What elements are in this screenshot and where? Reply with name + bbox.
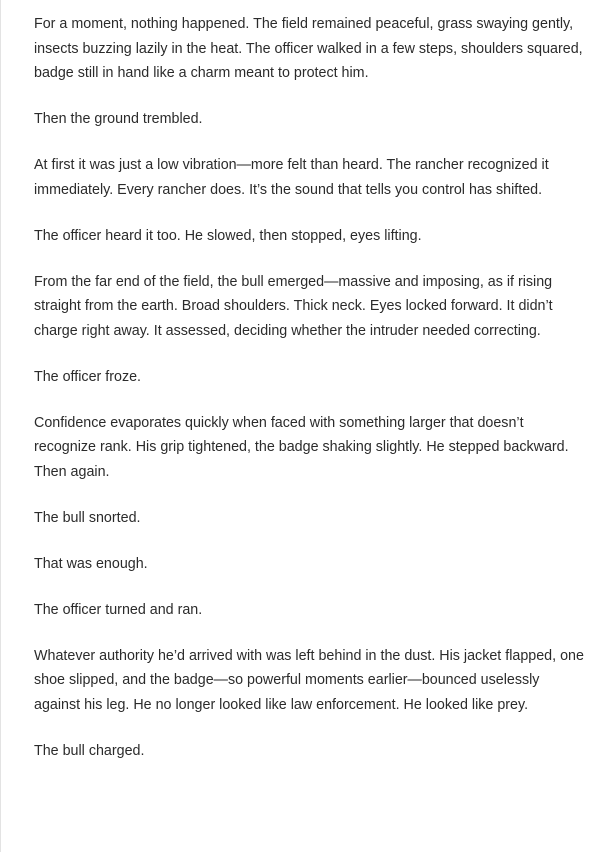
- article-body: [34, 12, 584, 785]
- paragraph: That was enough.: [34, 555, 148, 572]
- paragraph: Then the ground trembled.: [34, 111, 203, 127]
- paragraph: At first it was just a low vibration—more felt than heard. The rancher recognized it immediately. Every rancher does. It’s the sound that tells you control has shifted.: [34, 157, 549, 198]
- page-left-border: [0, 0, 1, 852]
- paragraph: Confidence evaporates quickly when faced with something larger that doesn’t recognize rank. His grip tightened, the badge shaking slightly. He stepped backward. Then again.: [34, 414, 569, 480]
- paragraph: The officer heard it too. He slowed, then stopped, eyes lifting.: [34, 227, 422, 244]
- paragraph: For a moment, nothing happened. The field remained peaceful, grass swaying gently, insects buzzing lazily in the heat. The officer walked in a few steps, shoulders squared, badge still in hand like a charm meant to protect him.: [34, 16, 583, 81]
- paragraph: The officer turned and ran.: [34, 601, 203, 618]
- paragraph: From the far end of the field, the bull emerged—massive and imposing, as if rising straight from the earth. Broad shoulders. Thick neck. Eyes locked forward. It didn’t charge right away. It assessed, deciding whether the intruder needed correcting.: [34, 273, 553, 339]
- paragraph: The bull snorted.: [34, 509, 141, 526]
- paragraph: The bull charged.: [34, 742, 145, 759]
- paragraph: Whatever authority he’d arrived with was left behind in the dust. His jacket flapped, one shoe slipped, and the badge—so powerful moments earlier—bounced uselessly against his leg. He no longer looked like law enforcement. He looked like prey.: [34, 647, 584, 713]
- paragraph: The officer froze.: [34, 368, 142, 385]
